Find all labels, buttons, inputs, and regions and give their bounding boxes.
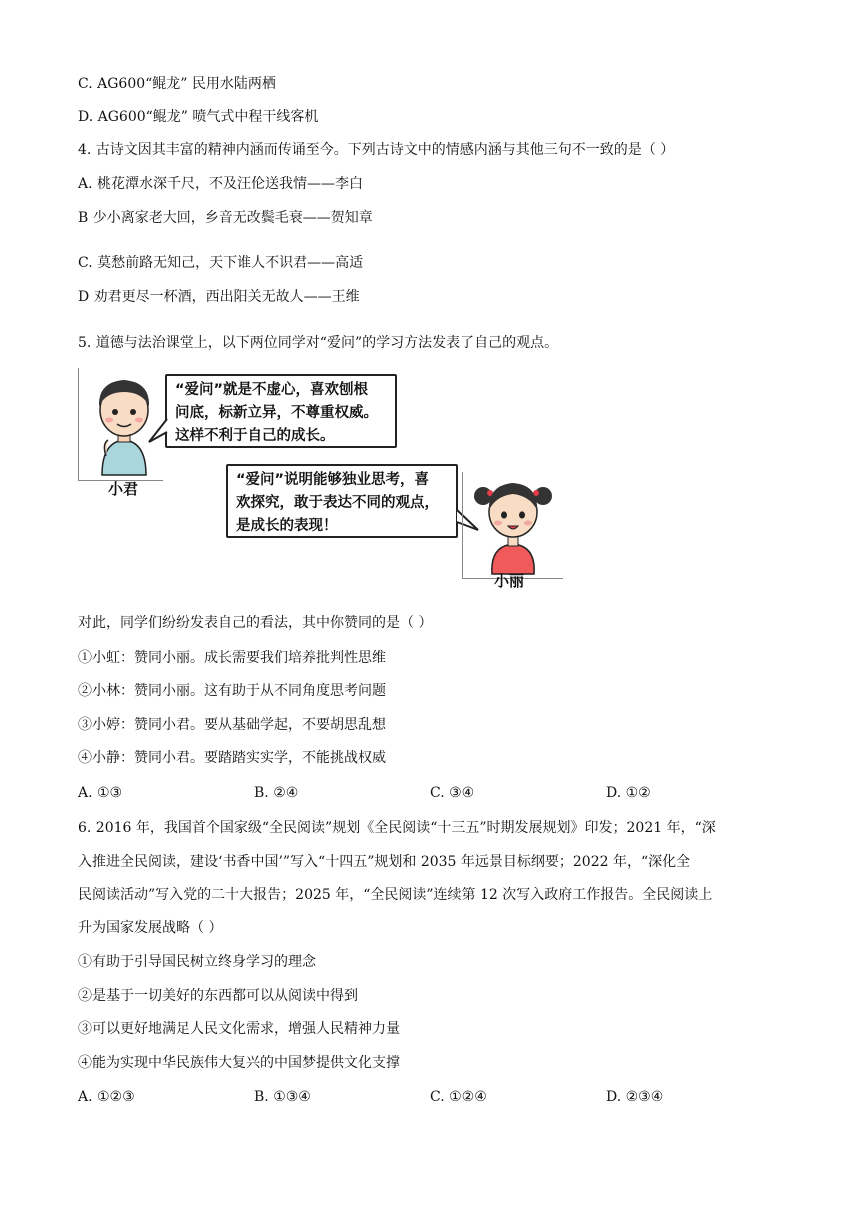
bubble-boy-line-3: 这样不利于自己的成长。	[175, 428, 335, 444]
q5-stem: 5. 道德与法治课堂上，以下两位同学对“爱问”的学习方法发表了自己的观点。	[78, 335, 559, 351]
q6-item-1: ①有助于引导国民树立终身学习的理念	[78, 954, 316, 970]
q6-choice-c[interactable]: C. ①②④	[430, 1089, 487, 1105]
q3-option-d: D. AG600“鲲龙” 喷气式中程干线客机	[78, 109, 319, 125]
q3-option-c: C. AG600“鲲龙” 民用水陆两栖	[78, 76, 276, 92]
speech-bubble-boy	[165, 374, 397, 448]
boy-name-label: 小君	[108, 480, 139, 498]
q6-choice-d[interactable]: D. ②③④	[606, 1089, 664, 1105]
bubble-girl-line-1: “爱问”说明能够独业思考，喜	[236, 472, 430, 488]
q6-item-3: ③可以更好地满足人民文化需求，增强人民精神力量	[78, 1021, 400, 1037]
q6-item-2: ②是基于一切美好的东西都可以从阅读中得到	[78, 988, 358, 1004]
bubble-girl-line-2: 欢探究，敢于表达不同的观点，	[236, 495, 439, 511]
q6-choice-a[interactable]: A. ①②③	[78, 1089, 135, 1105]
speech-bubble-girl	[226, 464, 458, 538]
q6-stem-line-1: 6. 2016 年，我国首个国家级“全民阅读”规划《全民阅读“十三五”时期发展规划》印发；2021 年，“深	[78, 820, 716, 836]
q4-option-c: C. 莫愁前路无知己，天下谁人不识君——高适	[78, 255, 364, 271]
q5-item-2: ②小林：赞同小丽。这有助于从不同角度思考问题	[78, 683, 386, 699]
q4-option-a: A. 桃花潭水深千尺，不及汪伦送我情——李白	[78, 176, 364, 192]
q6-choice-b[interactable]: B. ①③④	[254, 1089, 311, 1105]
bubble-boy-line-1: “爱问”就是不虚心，喜欢刨根	[175, 382, 369, 398]
q5-item-4: ④小静：赞同小君。要踏踏实实学，不能挑战权威	[78, 750, 386, 766]
q6-stem-line-3: 民阅读活动”写入党的二十大报告；2025 年，“全民阅读”连续第 12 次写入政府工作报告。全民阅读上	[78, 887, 713, 903]
q5-choice-c[interactable]: C. ③④	[430, 785, 475, 801]
q6-item-4: ④能为实现中华民族伟大复兴的中国梦提供文化支撑	[78, 1055, 400, 1071]
girl-figure-icon	[470, 474, 556, 578]
bubble-boy-line-2: 问底，标新立异，不尊重权威。	[175, 405, 378, 421]
q5-choice-a[interactable]: A. ①③	[78, 785, 123, 801]
girl-name-label: 小丽	[494, 572, 525, 590]
q5-choice-b[interactable]: B. ②④	[254, 785, 299, 801]
q4-stem: 4. 古诗文因其丰富的精神内涵而传诵至今。下列古诗文中的情感内涵与其他三句不一致的是（ ）	[78, 142, 675, 158]
bubble-girl-line-3: 是成长的表现！	[236, 518, 338, 534]
q5-choice-d[interactable]: D. ①②	[606, 785, 651, 801]
q6-stem-line-4: 升为国家发展战略（ ）	[78, 920, 223, 936]
q5-item-1: ①小虹：赞同小丽。成长需要我们培养批判性思维	[78, 650, 386, 666]
bubble-boy-tail-icon	[148, 418, 170, 444]
q5-item-3: ③小婷：赞同小君。要从基础学起，不要胡思乱想	[78, 717, 386, 733]
q4-option-b: B 少小离家老大回，乡音无改鬓毛衰——贺知章	[78, 210, 373, 226]
q4-option-d: D 劝君更尽一杯酒，西出阳关无故人——王维	[78, 289, 360, 305]
q5-question: 对此，同学们纷纷发表自己的看法，其中你赞同的是（ ）	[78, 615, 433, 631]
q6-stem-line-2: 入推进全民阅读，建设‘书香中国’”写入“十四五”规划和 2035 年远景目标纲要；2022 年，“深化全	[78, 854, 691, 870]
